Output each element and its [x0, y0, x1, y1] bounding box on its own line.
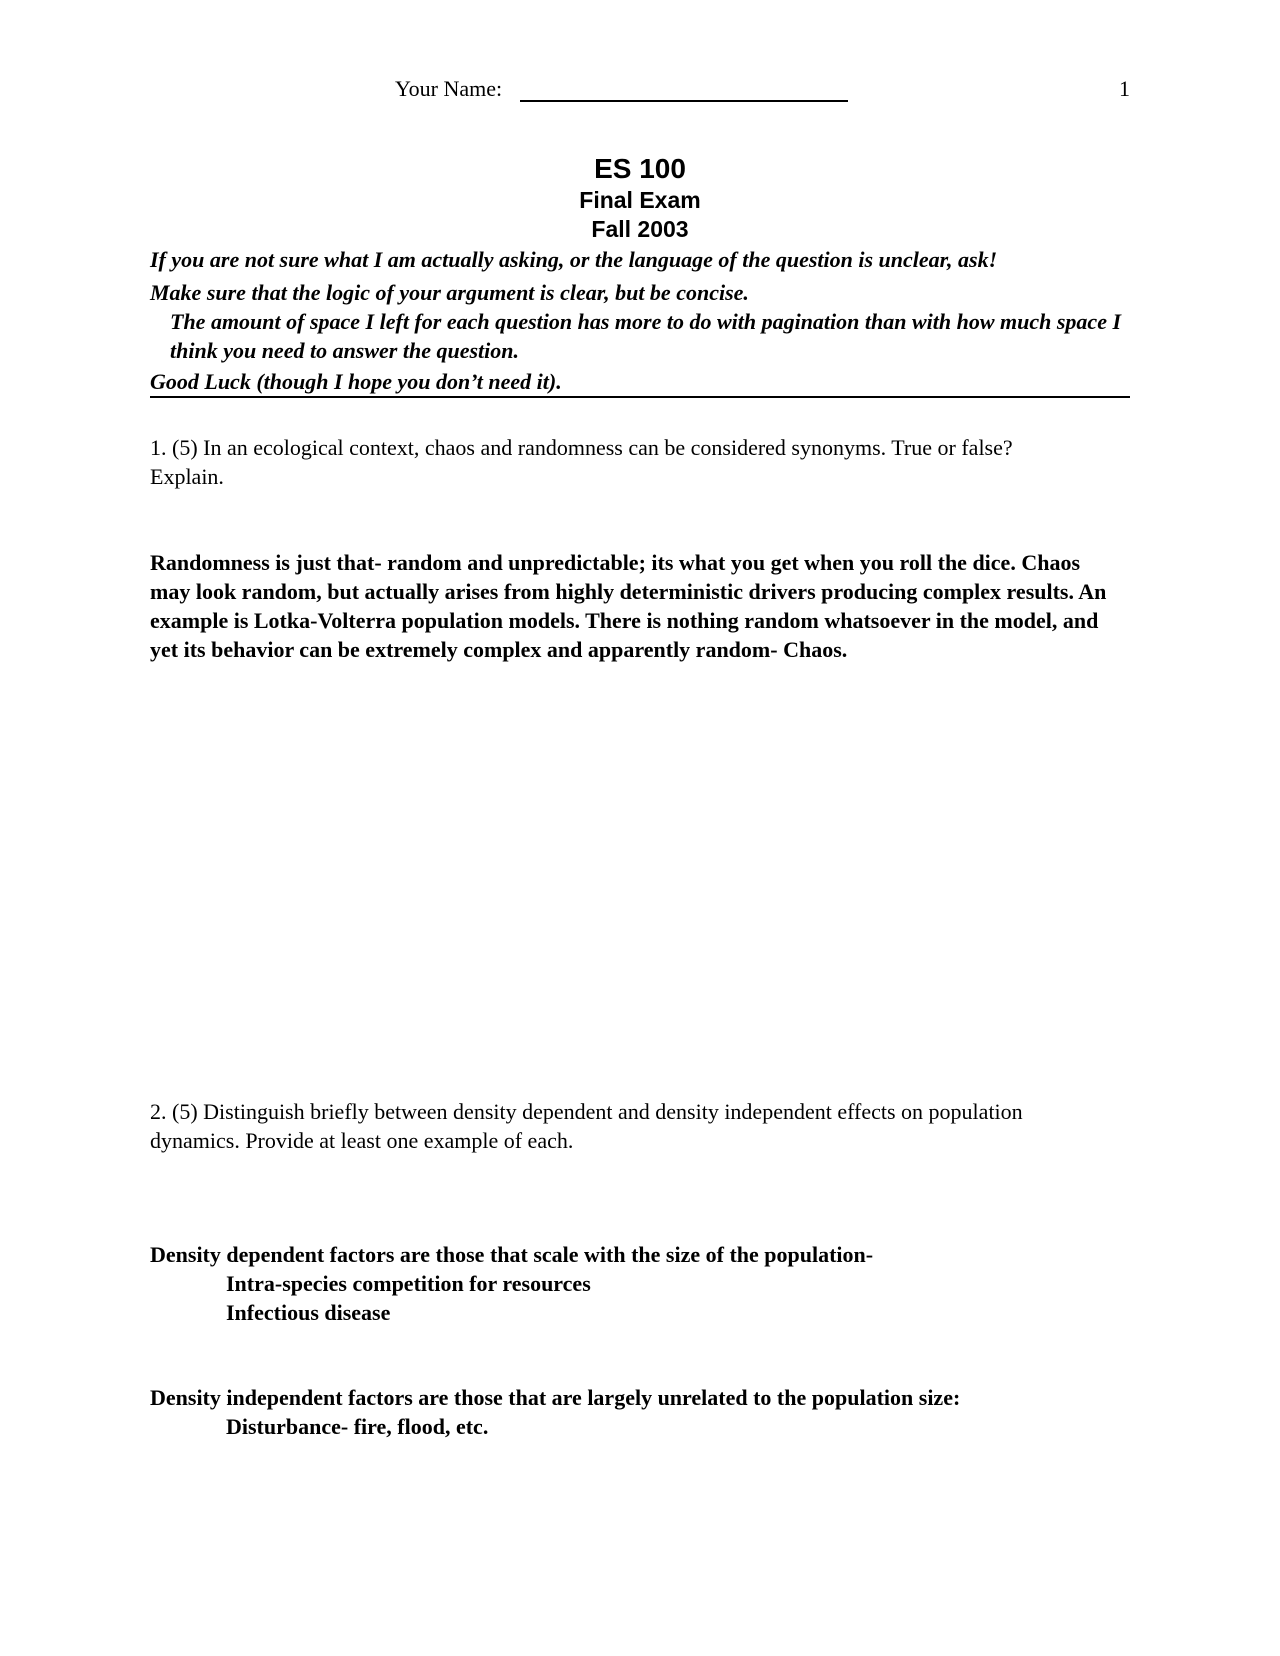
density-independent-example: Disturbance- fire, flood, etc.: [226, 1414, 489, 1439]
answer-1: Randomness is just that- random and unpredictable; its what you get when you roll the dice. Chaos may look random, but actually arises from highly deterministic drivers producing complex results. An example is Lotka-Volterra population models. There is nothing random whatsoever in the model, and yet its behavior can be extremely complex and apparently random- Chaos.: [150, 550, 1107, 662]
instruction-space: The amount of space I left for each question has more to do with pagination than with how much space I think you need to answer the question.: [170, 309, 1122, 363]
exam-title-block: [150, 152, 1130, 243]
density-dependent-example: Infectious disease: [226, 1300, 391, 1325]
instruction-logic: Make sure that the logic of your argument is clear, but be concise.: [150, 280, 749, 305]
course-title: ES 100: [594, 153, 686, 184]
exam-title: Final Exam: [579, 187, 701, 213]
density-dependent-heading: Density dependent factors are those that scale with the size of the population-: [150, 1242, 874, 1267]
page-number: 1: [1119, 76, 1130, 101]
density-dependent-example: Intra-species competition for resources: [226, 1271, 591, 1296]
name-blank-line: [520, 100, 848, 102]
density-independent-heading: Density independent factors are those that are largely unrelated to the population size:: [150, 1385, 961, 1410]
instruction-ask: If you are not sure what I am actually asking, or the language of the question is unclear, ask!: [150, 247, 998, 272]
question-1: 1. (5) In an ecological context, chaos and randomness can be considered synonyms. True or false? Explain.: [150, 435, 1013, 489]
instruction-good-luck: Good Luck (though I hope you don’t need it).: [150, 367, 1130, 398]
exam-term: Fall 2003: [591, 216, 689, 242]
name-label: Your Name:: [395, 76, 503, 101]
exam-page: [150, 0, 1130, 1656]
exam-instructions: [150, 245, 1130, 398]
answer-2-density-independent: [150, 1383, 1110, 1441]
question-2: 2. (5) Distinguish briefly between density dependent and density independent effects on population dynamics. Provide at least one example of each.: [150, 1099, 1023, 1153]
answer-2-density-dependent: [150, 1240, 1110, 1327]
page-header: [150, 76, 1130, 106]
